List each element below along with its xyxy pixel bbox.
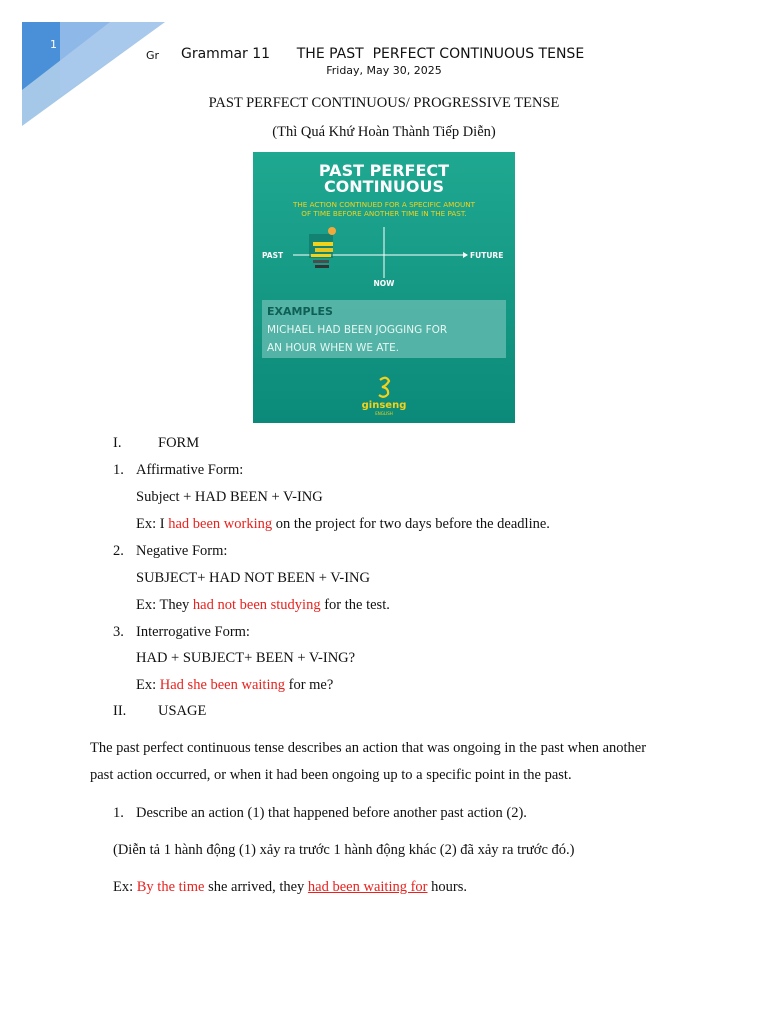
poster-title-line-1: PAST PERFECT [318, 161, 450, 180]
timeline-past-label: PAST [262, 251, 284, 260]
poster-title-line-2: CONTINUOUS [323, 177, 445, 196]
past-perfect-continuous-poster [253, 152, 515, 423]
timeline-arrowhead [463, 252, 468, 258]
section-2-numeral: II. [113, 703, 127, 719]
example-highlight: By the time [136, 879, 205, 895]
affirmative-formula: Subject + HAD BEEN + V-ING [136, 489, 323, 505]
brand-subtitle: ENGLISH [375, 411, 393, 416]
section-1-numeral: I. [113, 435, 122, 451]
section-1-title: FORM [158, 435, 200, 451]
jogger-icon [309, 227, 336, 268]
usage-example: Ex: By the time she arrived, they had been waiting for hours. [113, 879, 467, 895]
timeline-now-label: NOW [373, 279, 395, 288]
list-item-number: 1. [113, 805, 124, 821]
header-gr-label: Gr [146, 49, 160, 62]
affirmative-label: Affirmative Form: [136, 462, 244, 478]
list-item-number: 1. [113, 462, 124, 478]
poster-tagline-line-1: THE ACTION CONTINUED FOR A SPECIFIC AMOUNT [292, 200, 476, 209]
header-date: Friday, May 30, 2025 [326, 64, 442, 77]
brand-name: ginseng [361, 400, 407, 411]
usage-item-1: Describe an action (1) that happened before another past action (2). [136, 805, 527, 821]
document-heading: PAST PERFECT CONTINUOUS/ PROGRESSIVE TENSE [208, 95, 560, 111]
interrogative-label: Interrogative Form: [136, 624, 250, 640]
page-number: 1 [50, 38, 57, 51]
list-item-number: 3. [113, 624, 124, 640]
interrogative-formula: HAD + SUBJECT+ BEEN + V-ING? [136, 650, 356, 666]
document-subheading: (Thì Quá Khứ Hoàn Thành Tiếp Diễn) [272, 124, 496, 140]
header-title: Grammar 11 THE PAST PERFECT CONTINUOUS TENSE [181, 46, 585, 62]
list-item-number: 2. [113, 543, 124, 559]
ginseng-logo-icon [362, 378, 407, 416]
example-highlight: Had she been waiting [159, 677, 285, 693]
interrogative-example: Ex: Had she been waiting for me? [136, 677, 334, 693]
negative-example: Ex: They had not been studying for the test. [136, 597, 390, 613]
example-line-2: AN HOUR WHEN WE ATE. [267, 342, 400, 354]
negative-label: Negative Form: [136, 543, 228, 559]
poster-tagline-line-2: OF TIME BEFORE ANOTHER TIME IN THE PAST. [301, 209, 467, 218]
timeline-future-label: FUTURE [470, 251, 504, 260]
example-highlight: had been working [168, 516, 273, 532]
example-highlight-underlined: had been waiting for [307, 879, 428, 895]
section-2-title: USAGE [158, 703, 207, 719]
affirmative-example: Ex: I had been working on the project for two days before the deadline. [136, 516, 550, 532]
example-line-1: MICHAEL HAD BEEN JOGGING FOR [267, 324, 448, 336]
usage-paragraph-line-2: past action occurred, or when it had been ongoing up to a specific point in the past. [90, 767, 572, 783]
example-highlight: had not been studying [192, 597, 321, 613]
negative-formula: SUBJECT+ HAD NOT BEEN + V-ING [136, 570, 371, 586]
examples-label: EXAMPLES [267, 305, 333, 318]
usage-item-1-vietnamese: (Diễn tả 1 hành động (1) xảy ra trước 1 hành động khác (2) đã xảy ra trước đó.) [113, 842, 575, 858]
usage-paragraph-line-1: The past perfect continuous tense describes an action that was ongoing in the past when another [90, 740, 647, 756]
